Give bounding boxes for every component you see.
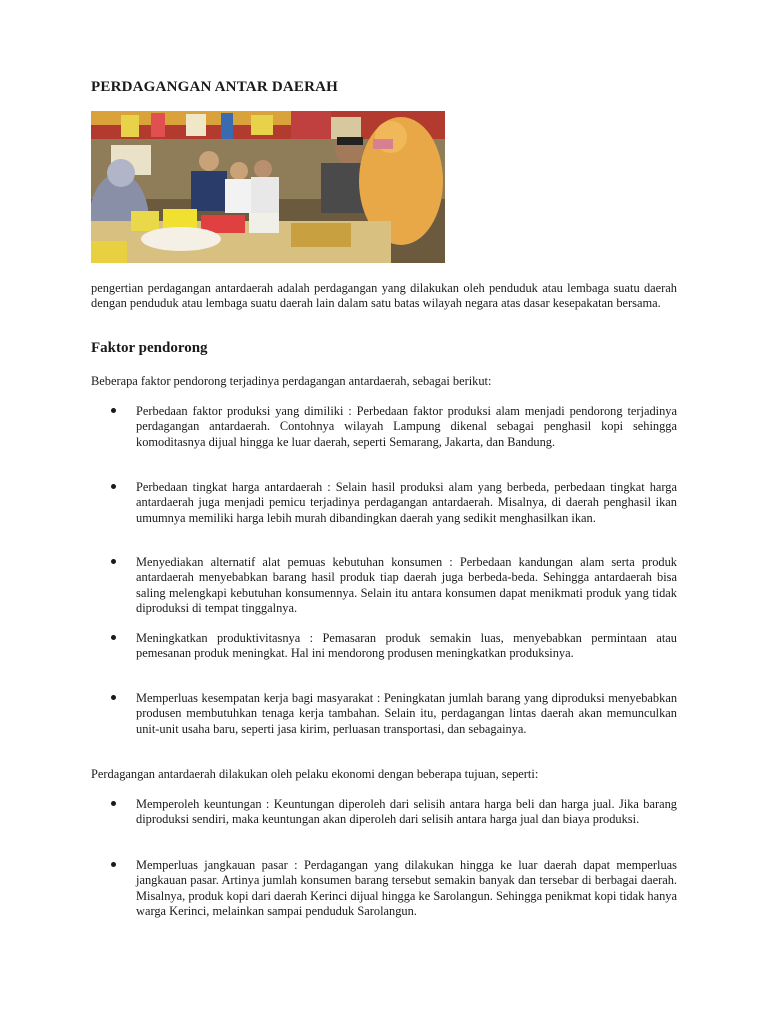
item-term: Memperluas jangkauan pasar <box>136 858 288 872</box>
item-description: Peningkatan jumlah barang yang diproduksi menyebabkan produsen membutuhkan tenaga kerja tambahan. Selain itu, perdagangan lintas daerah akan memunculkan unit-unit usaha baru, seperti jasa kirim, perluasan transportasi, dan sebagainya. <box>136 691 678 736</box>
list-item <box>91 858 677 919</box>
bullet-icon <box>111 695 116 700</box>
goals-intro: Perdagangan antardaerah dilakukan oleh pelaku ekonomi dengan beberapa tujuan, seperti: <box>91 767 539 781</box>
item-term: Perbedaan tingkat harga antardaerah <box>136 480 323 494</box>
bullet-icon <box>111 559 116 564</box>
list-item <box>91 691 677 737</box>
item-term: Menyediakan alternatif alat pemuas kebutuhan konsumen <box>136 555 443 569</box>
bullet-icon <box>111 801 116 806</box>
item-description: Pemasaran produk semakin luas, menyebabkan permintaan atau pemesanan produk meningkat. Hal ini mendorong produsen meningkatkan produksinya. <box>136 631 678 661</box>
item-description: Keuntungan diperoleh dari selisih antara harga beli dan harga jual. Jika barang diproduksi sendiri, maka keuntungan akan diperoleh dari selisih antara harga jual dan biaya produksi. <box>136 797 678 827</box>
list-item <box>91 555 677 616</box>
bullet-icon <box>111 635 116 640</box>
item-separator: : <box>261 797 274 811</box>
item-description: Perdagangan yang dilakukan hingga ke luar daerah dapat memperluas jangkauan pasar. Artinya jumlah konsumen barang tersebut semakin banyak dan tersebar di berbagai daerah. Misalnya, produk kopi dari daerah Kerinci dijual hingga ke Sarolangun. Sehingga penikmat kopi tidak hanya warga Kerinci, melainkan sampai penduduk Sarolangun. <box>136 858 677 918</box>
market-photo <box>91 111 445 263</box>
list-item <box>91 631 677 662</box>
list-item <box>91 404 677 450</box>
bullet-icon <box>111 862 116 867</box>
item-description: Perbedaan kandungan alam serta produk antardaerah menyebabkan barang hasil produk tiap daerah juga berbeda-beda. Sehingga antardaerah bisa saling melengkapi kebutuhan konsumennya. Selain itu antara konsumen dapat menikmati produk yang tidak diproduksi di tempat tinggalnya. <box>136 555 677 615</box>
bullet-icon <box>111 408 116 413</box>
item-term: Meningkatkan produktivitasnya <box>136 631 301 645</box>
factors-intro: Beberapa faktor pendorong terjadinya perdagangan antardaerah, sebagai berikut: <box>91 374 492 388</box>
item-term: Memperluas kesempatan kerja bagi masyarakat <box>136 691 374 705</box>
factors-heading: Faktor pendorong <box>91 340 208 356</box>
item-separator: : <box>300 631 323 645</box>
item-separator: : <box>287 858 304 872</box>
list-item <box>91 480 677 526</box>
item-term: Memperoleh keuntungan <box>136 797 262 811</box>
item-term: Perbedaan faktor produksi yang dimiliki <box>136 404 344 418</box>
intro-paragraph: pengertian perdagangan antardaerah adalah perdagangan yang dilakukan oleh penduduk atau lembaga suatu daerah dengan penduduk atau lembaga suatu daerah lain dalam satu batas wilayah negara atas dasar kesepakatan bersama. <box>91 281 677 311</box>
item-separator: : <box>373 691 384 705</box>
item-separator: : <box>322 480 336 494</box>
bullet-icon <box>111 484 116 489</box>
item-separator: : <box>343 404 357 418</box>
item-description: Selain hasil produksi alam yang berbeda, perbedaan tingkat harga antardaerah juga menjadi pemicu terjadinya perdagangan antardaerah. Misalnya, di daerah penghasil ikan umumnya memiliki harga lebih murah dibandingkan daerah yang sedikit menghasilkan ikan. <box>136 480 677 525</box>
item-separator: : <box>442 555 460 569</box>
page-title: PERDAGANGAN ANTAR DAERAH <box>91 79 339 95</box>
list-item <box>91 797 677 828</box>
item-description: Perbedaan faktor produksi alam menjadi pendorong terjadinya perdagangan antardaerah. Contohnya wilayah Lampung dikenal sebagai penghasil kopi sehingga komoditasnya dijual hingga ke luar daerah, seperti Semarang, Jakarta, dan Bandung. <box>136 404 677 449</box>
